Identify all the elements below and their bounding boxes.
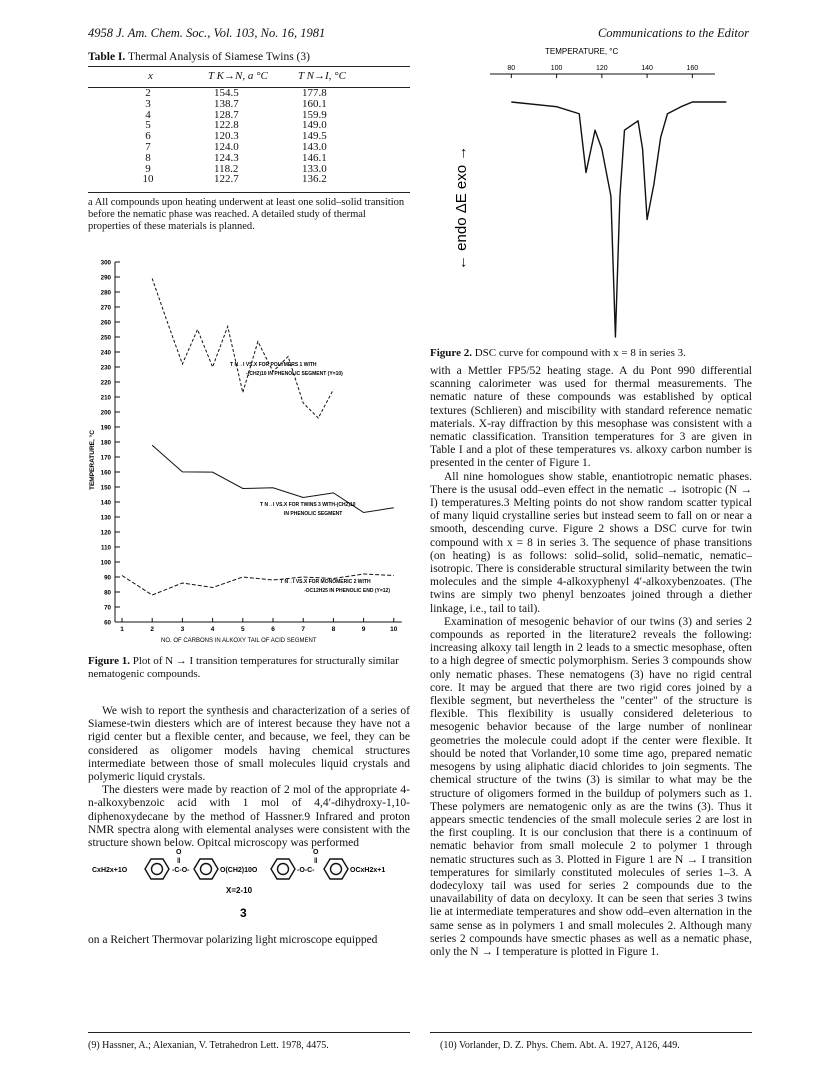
table-cell: 160.1 [302, 97, 327, 110]
table-cell: 159.9 [302, 108, 327, 121]
table-cell: 6 [145, 130, 151, 143]
table-cell: 9 [145, 162, 151, 175]
y-tick-label: 300 [100, 259, 111, 267]
y-tick-label: 60 [104, 619, 111, 627]
table-body [88, 88, 410, 185]
table-header [88, 66, 410, 88]
y-tick-label: 290 [100, 274, 111, 282]
benzene-ring-1 [145, 859, 169, 879]
annotation: -(CH2)10 IN PHENOLIC SEGMENT (Y=10) [246, 371, 343, 377]
figure2-label: Figure 2. [430, 347, 472, 359]
benzene-ring-4 [324, 859, 348, 879]
svg-text:‖: ‖ [314, 858, 318, 865]
y-tick-label: 140 [100, 499, 111, 507]
svg-text:O: O [313, 849, 319, 856]
table-cell: 2 [145, 87, 151, 99]
footnote-10: (10) Vorlander, D. Z. Phys. Chem. Abt. A. 1927, A126, 449. [440, 1040, 680, 1051]
table-cell: 136.2 [302, 173, 327, 186]
fig2-tick-label: 80 [507, 65, 516, 72]
y-tick-label: 90 [104, 574, 111, 582]
y-tick-label: 80 [104, 589, 111, 597]
y-tick-label: 280 [100, 289, 111, 297]
y-tick-label: 130 [100, 514, 111, 522]
table-row [88, 99, 410, 110]
table-row [88, 174, 410, 185]
table-cell: 143.0 [302, 140, 327, 153]
col-tni: T N→I, °C [298, 70, 346, 82]
table-cell: 122.7 [214, 173, 239, 186]
table-cell: 124.0 [214, 140, 239, 153]
table-row [88, 88, 410, 99]
table-cell: 154.5 [214, 87, 239, 99]
paragraph: on a Reichert Thermovar polarizing light microscope equipped [88, 934, 378, 946]
table-row [88, 110, 410, 121]
table-cell: 128.7 [214, 108, 239, 121]
table-cell: 146.1 [302, 151, 327, 164]
x-axis-label: NO. OF CARBONS IN ALKOXY TAIL OF ACID SEGMENT [161, 638, 317, 644]
series-line-1 [152, 279, 333, 419]
table-row [88, 164, 410, 175]
fig2-tick-label: 160 [686, 65, 699, 72]
table-cell: 10 [142, 173, 154, 186]
table-cell: 133.0 [302, 162, 327, 175]
structure-left-group: CxH2x+1O [92, 867, 128, 874]
y-tick-label: 170 [100, 454, 111, 462]
structure-diagram [88, 843, 410, 923]
x-tick-label: 1 [120, 626, 124, 633]
fig2-tick-label: 120 [595, 65, 608, 72]
x-tick-label: 10 [390, 626, 398, 633]
table-footnote: a All compounds upon heating underwent at least one solid–solid transition before the nematic phase was reached. A detailed study of thermal properties of these materials is planned. [88, 197, 405, 232]
y-tick-label: 260 [100, 319, 111, 327]
paragraph: We wish to report the synthesis and characterization of a series of Siamese-twin diesters which are of interest because they have not a rigid center but a flexible center, and because, we feel, they can be considered as oligomer models having chemical structures intermediate between those of small molecules liquid crystals and polymeric liquid crystals. [88, 705, 410, 784]
table-cell: 124.3 [214, 151, 239, 164]
y-tick-label: 190 [100, 424, 111, 432]
table-title: Thermal Analysis of Siamese Twins (3) [127, 51, 310, 63]
svg-text:-O-C-: -O-C- [297, 867, 315, 874]
figure1-caption-text: Plot of N → I transition temperatures for structurally similar nematogenic compounds. [88, 655, 399, 680]
section-header: Communications to the Editor [597, 26, 749, 40]
x-tick-label: 6 [271, 626, 275, 633]
table-cell: 138.7 [214, 97, 239, 110]
y-tick-label: 220 [100, 379, 111, 387]
journal-header: 4958 J. Am. Chem. Soc., Vol. 103, No. 16, 1981 [88, 26, 326, 40]
fig2-y-label: ← endo ΔE exo → [453, 145, 470, 270]
structure-number: 3 [240, 906, 247, 920]
table-cell: 5 [145, 119, 151, 132]
paragraph: All nine homologues show stable, enantiotropic nematic phases. There is the ususal odd–even effect in the nematic → isotropic (N → I) temperatures.3 Melting points do not show random scatter typical of many liquid crystalline series but instead seem to fall on or near a smooth, descending curve. Figure 2 shows a DSC curve for twin compound with x = 8 in series 3. The sequence of phase transitions (on heating) is as follows: solid–solid, solid–nematic, nematic–isotropic. There is considerable structural similarity between the twin molecules and the simple 4-alkoxyphenyl 4′-alkoxybenzoates. (The twins are simply two phenyl benzoates joined through a diether linkage, i.e., tail to tail). [430, 470, 752, 615]
x-tick-label: 7 [301, 626, 306, 633]
annotation: T N→I VS.X FOR TWINS 3 WITH-(CH2)10 [260, 502, 356, 508]
annotation: IN PHENOLIC SEGMENT [284, 511, 343, 517]
fig2-tick-label: 100 [550, 65, 563, 72]
y-tick-label: 180 [100, 439, 111, 447]
figure2-chart [440, 40, 740, 345]
svg-text:‖: ‖ [177, 858, 181, 865]
y-tick-label: 120 [100, 529, 111, 537]
y-tick-label: 270 [100, 304, 111, 312]
x-tick-label: 9 [361, 626, 366, 633]
y-tick-label: 200 [100, 409, 111, 417]
table-caption [88, 51, 310, 63]
paragraph: with a Mettler FP5/52 heating stage. A du Pont 990 differential scanning calorimeter was used for thermal measurements. The nematic nature of these compounds was established by optical textures (Schlieren) and miscibility with standard reference nematic materials. X-ray diffraction by this mesophase was consistent with a nematic classification. Transition temperatures for 3 are given in Table I and a plot of these temperatures vs. alkoxy carbon number is presented in the center of Figure 1. [430, 365, 752, 470]
table-cell: 177.8 [302, 87, 327, 99]
annotation: T N→I VS.X FOR MONOMERIC 2 WITH [280, 579, 371, 585]
figure2-caption [430, 347, 752, 360]
table-row [88, 120, 410, 131]
y-tick-label: 250 [100, 334, 111, 342]
y-tick-label: 210 [100, 394, 111, 402]
y-tick-label: 70 [104, 604, 111, 612]
structure-right-group: OCxH2x+1 [350, 867, 386, 874]
table-row [88, 153, 410, 164]
left-body-end [88, 934, 410, 947]
table-cell: 122.8 [214, 119, 239, 132]
table-cell: 120.3 [214, 130, 239, 143]
y-tick-label: 110 [101, 544, 111, 552]
annotation: T N→I VS.X FOR POLYMERS 1 WITH [230, 362, 317, 368]
table-cell: 149.5 [302, 130, 327, 143]
table-cell: 8 [145, 151, 151, 164]
left-body [88, 705, 410, 850]
table-cell: 3 [145, 97, 151, 110]
benzene-ring-3 [271, 859, 295, 879]
fig2-tick-label: 140 [641, 65, 653, 72]
y-axis-label: TEMPERATURE, °C [89, 430, 96, 490]
paragraph: The diesters were made by reaction of 2 mol of the appropriate 4-n-alkoxybenzoic acid with 1 mol of 4,4′-dihydroxy-1,10-diphenoxydecane by the method of Hassner.9 Infrared and proton NMR spectra along with elemental analyses were consistent with the structure shown below. Opitcal microscopy was performed [88, 784, 410, 850]
dsc-curve [511, 102, 726, 337]
table-cell: 149.0 [302, 119, 327, 132]
fig2-title: TEMPERATURE, °C [545, 47, 619, 56]
x-tick-label: 5 [240, 626, 245, 633]
table-row [88, 131, 410, 142]
x-tick-label: 3 [180, 626, 185, 633]
x-tick-label: 8 [331, 626, 336, 633]
table-cell: 7 [145, 140, 151, 153]
table-cell: 4 [145, 108, 151, 121]
col-x: x [148, 70, 153, 82]
annotation: -OC12H25 IN PHENOLIC END (Y=12) [304, 588, 390, 594]
y-tick-label: 160 [100, 469, 111, 477]
right-body [430, 365, 752, 959]
footnote-9: (9) Hassner, A.; Alexanian, V. Tetrahedron Lett. 1978, 4475. [88, 1040, 329, 1051]
table-label: Table I. [88, 51, 126, 63]
figure1-chart [60, 250, 420, 645]
y-tick-label: 150 [100, 484, 111, 492]
figure2-caption-text: DSC curve for compound with x = 8 in series 3. [474, 347, 686, 359]
y-tick-label: 100 [100, 559, 111, 567]
y-tick-label: 240 [100, 349, 111, 357]
x-tick-label: 4 [210, 626, 215, 633]
structure-middle-group: O(CH2)10O [220, 867, 258, 874]
figure1-caption [88, 655, 410, 680]
structure-range: X=2-10 [226, 886, 253, 895]
figure1-label: Figure 1. [88, 655, 130, 667]
paragraph: Examination of mesogenic behavior of our twins (3) and series 2 compounds as reported in the literature2 reveals the following: increasing alkoxy tail length in 2 leads to a smectic mesophase, often to a high degree of smectic polymorphism. Series 3 compounds show only nematic phases. These nematogens (3) have no rigid central core. It may be argued that there are two rigid cores joined by a flexible segment, but nevertheless the "center" of the structure is flexible. This flexibility is usually considered deleterious to mesogenic behavior because of the large number of nonlinear geometries the molecule could adopt if the center were flexible. It should be noted that Vorlander,10 some time ago, prepared nematic mesogens by using aliphatic diacid chlorides to join segments. The chemical structure of the twins (3) is similar to what may be the structure of oligomers formed in the buildup of polymers such as 1. These polymers are nematogenic only as are the twins (3). Thus it appears smectic tendencies of the small molecule series 2 are lost in the first coupling. It is our conclusion that there is a continuum of nematic behavior from small molecule 2 to polymer 1 through nematic structures such as 3. Plotted in Figure 1 are N → I transition temperatures for similarly constituted molecules of series 1–3. A dodecyloxy tail was used for series 2 compounds due to the unavailability of data on decyloxy. It can be seen that series 3 twins lie at intermediate temperatures and show odd–even alternation in the same sense as in polymers 1 and small molecules 2. Although many series 2 compounds have smectic phases as well as a nematic phase, only the N → I temperature is plotted in Figure 1. [430, 615, 752, 958]
x-tick-label: 2 [150, 626, 155, 633]
benzene-ring-2 [194, 859, 218, 879]
table-row [88, 142, 410, 153]
y-tick-label: 230 [100, 364, 111, 372]
col-tkn: T K→N, a °C [208, 70, 268, 82]
table-cell: 118.2 [214, 162, 239, 175]
svg-text:-C-O-: -C-O- [172, 867, 190, 874]
svg-text:O: O [176, 849, 182, 856]
